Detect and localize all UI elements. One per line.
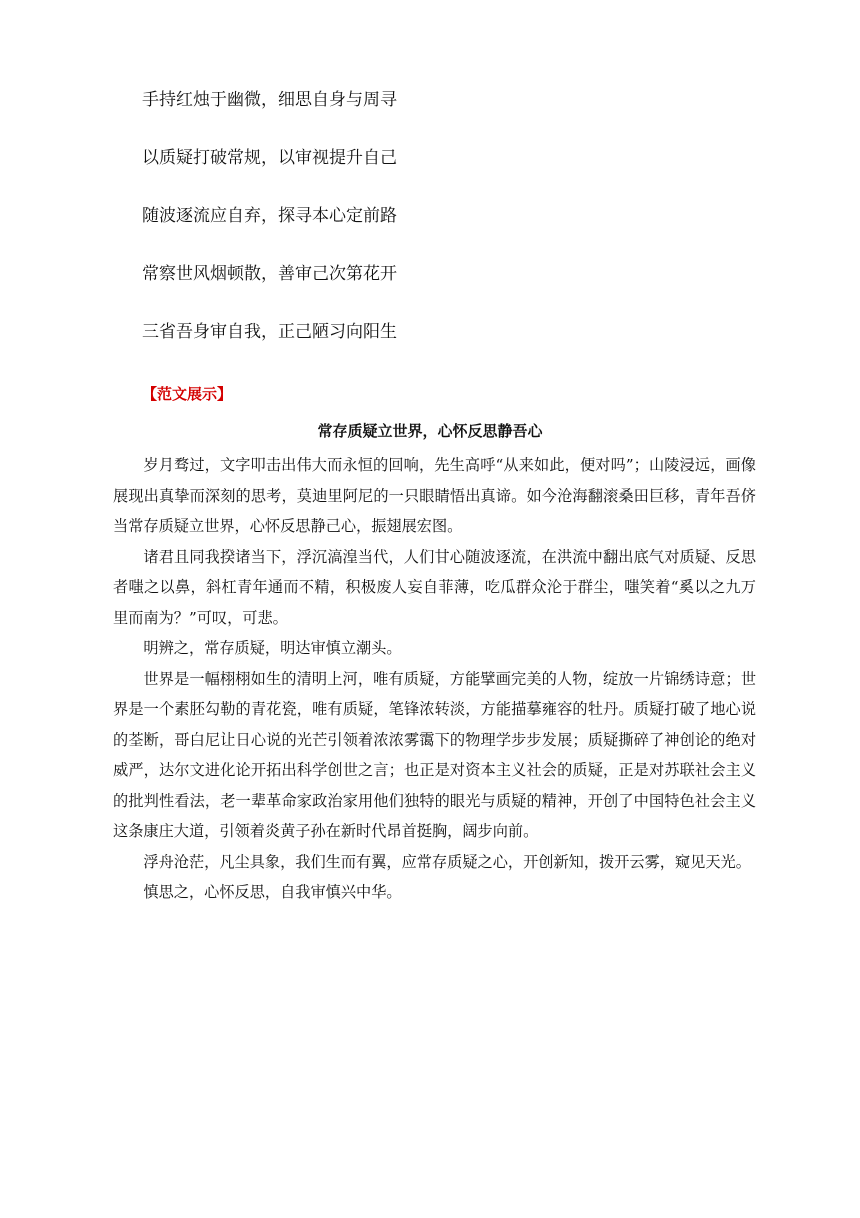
essay-title: 常存质疑立世界，心怀反思静吾心 <box>317 422 543 440</box>
essay-paragraph: 岁月骛过，文字叩击出伟大而永恒的回响，先生高呼“从来如此，便对吗”；山陵浸远，画像展现出真挚而深刻的思考，莫迪里阿尼的一只眼睛悟出真谛。如今沧海翻滚桑田巨移，青年吾侪当常存质疑立世界，心怀反思静己心，振翅展宏图。 <box>113 456 756 535</box>
poem-line: 随波逐流应自弃，探寻本心定前路 <box>142 206 397 226</box>
poem-line: 常察世风烟顿散，善审己次第花开 <box>142 264 397 284</box>
essay-paragraph: 明辨之，常存质疑，明达审慎立潮头。 <box>143 639 402 657</box>
essay-paragraph: 浮舟沧茫，凡尘具象，我们生而有翼，应常存质疑之心，开创新知，拨开云雾，窥见天光。 <box>143 852 751 871</box>
essay-paragraph: 世界是一幅栩栩如生的清明上河，唯有质疑，方能擘画完美的人物，绽放一片锦绣诗意；世界是一个素胚勾勒的青花瓷，唯有质疑，笔锋浓转淡，方能描摹雍容的牡丹。质疑打破了地心说的荃断，哥白尼让日心说的光芒引领着浓浓雾霭下的物理学步步发展；质疑撕碎了神创论的绝对威严，达尔文进化论开拓出科学创世之言；也正是对资本主义社会的质疑，正是对苏联社会主义的批判性看法，老一辈革命家政治家用他们独特的眼光与质疑的精神，开创了中国特色社会主义这条康庄大道，引领着炎黄子孙在新时代昂首挺胸，阔步向前。 <box>113 669 756 840</box>
essay-paragraph: 诸君且同我揆诸当下，浮沉滈湟当代，人们甘心随波逐流，在洪流中翻出底气对质疑、反思者嗤之以鼻，斜杠青年通而不精，积极废人妄自菲薄，吃瓜群众沦于群尘，嗤笑着“奚以之九万里而南为？”可叹，可悲。 <box>113 547 756 627</box>
essay-body <box>113 450 756 908</box>
poem-block <box>142 88 742 378</box>
poem-line: 手持红烛于幽微，细思自身与周寻 <box>142 90 397 110</box>
poem-line: 以质疑打破常规，以审视提升自己 <box>142 148 397 168</box>
section-label-sample-essay: 【范文展示】 <box>142 385 233 403</box>
poem-line: 三省吾身审自我，正己陋习向阳生 <box>142 322 397 342</box>
essay-paragraph: 慎思之，心怀反思，自我审慎兴中华。 <box>143 883 402 901</box>
